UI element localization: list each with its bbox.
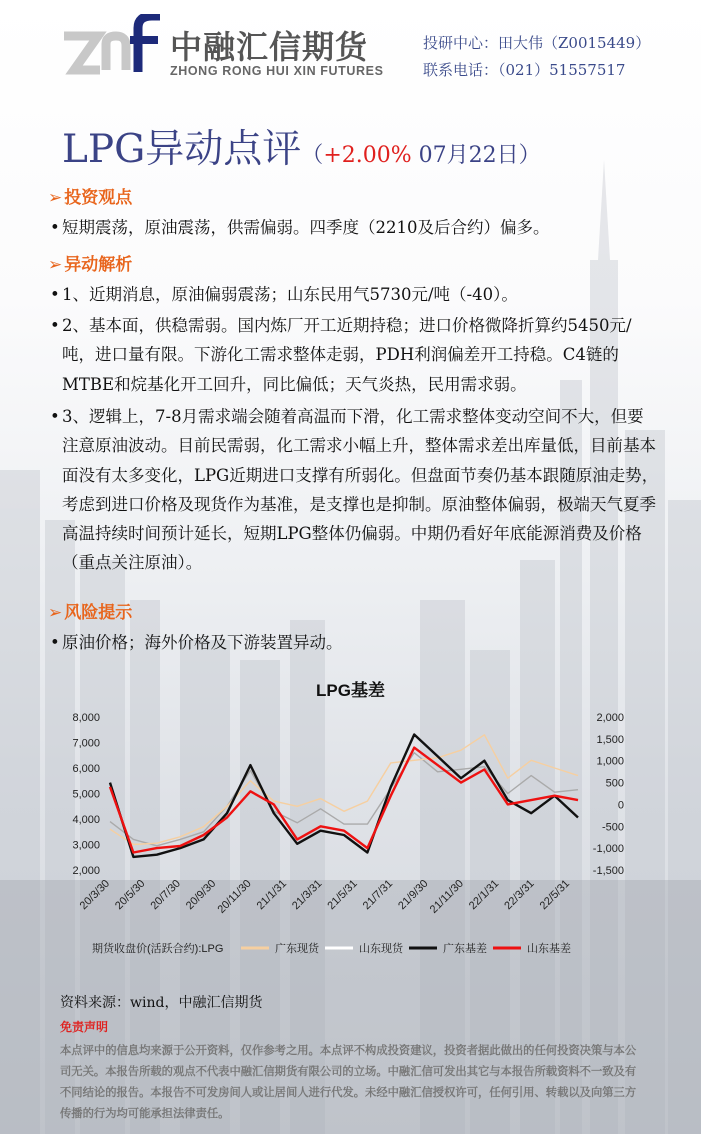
bullet-icon: • bbox=[50, 633, 60, 652]
y-right-tick-label: 500 bbox=[605, 777, 624, 790]
arrow-icon: ➢ bbox=[48, 603, 63, 623]
title-open: （ bbox=[301, 143, 324, 168]
x-tick-label: 20/9/30 bbox=[183, 877, 219, 913]
title-change: +2.00% bbox=[323, 143, 412, 168]
data-source: 资料来源：wind，中融汇信期货 bbox=[60, 995, 263, 1011]
x-tick-label: 22/5/31 bbox=[537, 877, 573, 913]
x-tick-label: 22/3/31 bbox=[502, 877, 537, 913]
legend-label: 广东基差 bbox=[443, 943, 487, 955]
disclaimer-text: 本点评中的信息均来源于公开资料，仅作参考之用。本点评不构成投资建议，投资者据此做出的任何投资决策与本公司无关。本报告所载的观点不代表中融汇信期货有限公司的立场。中融汇信可发出其它与本报告所载资料不一致及有不同结论的报告。本报告不可发房间人或让居间人进行代发。未经中融汇信授权许可，任何引用、转载以及向第三方传播的行为均可能承担法律责任。 bbox=[60, 1044, 637, 1120]
contact-research: 投研中心：田大伟（Z0015449） bbox=[423, 34, 651, 52]
legend-label: 山东基差 bbox=[527, 943, 571, 955]
x-tick-label: 21/5/31 bbox=[325, 877, 360, 913]
section-analysis-heading: ➢ 异动解析 bbox=[48, 255, 133, 275]
title-main: LPG异动点评 bbox=[62, 127, 302, 172]
y-left-tick-label: 2,000 bbox=[72, 865, 100, 877]
series-line bbox=[110, 735, 578, 857]
y-left-tick-label: 3,000 bbox=[72, 839, 100, 852]
x-tick-label: 21/3/31 bbox=[289, 877, 325, 913]
disclaimer-title: 免责声明 bbox=[60, 1020, 109, 1034]
company-name-cn: 中融汇信期货 bbox=[170, 28, 369, 66]
x-tick-label: 20/5/30 bbox=[113, 877, 148, 913]
x-tick-label: 20/7/30 bbox=[148, 877, 183, 913]
title-date: 07月22日） bbox=[411, 143, 541, 168]
report-title bbox=[62, 118, 541, 174]
x-tick-label: 21/7/31 bbox=[360, 877, 396, 913]
x-tick-label: 20/11/30 bbox=[215, 877, 254, 916]
chart-title: LPG基差 bbox=[316, 681, 385, 700]
analysis-paragraph-3: • 3、逻辑上，7-8月需求端会随着高温而下滑，化工需求整体变动空间不大，但要注意原油波动。目前民需弱，化工需求小幅上升，整体需求差出库量低，目前基本面没有太多变化，LPG近期进口支撑有所弱化。但盘面节奏仍基本跟随原油走势，考虑到进口价格及现货作为基准，是支撑也是抑制。原油整体偏弱，极端天气夏季高温持续时间预计延长，短期LPG整体仍偏弱。中期仍看好年底能源消费及价格（重点关注原油）。 bbox=[50, 402, 660, 578]
analysis-paragraph-2: • 2、基本面，供稳需弱。国内炼厂开工近期持稳；进口价格微降折算约5450元/吨，进口量有限。下游化工需求整体走弱，PDH利润偏差开工持稳。C4链的MTBE和烷基化开工回升，同比偏低；天气炎热，民用需求弱。 bbox=[50, 311, 660, 399]
x-tick-label: 21/11/30 bbox=[427, 877, 466, 916]
bullet-icon: • bbox=[50, 407, 60, 426]
contact-phone: 联系电话：（021）51557517 bbox=[423, 61, 626, 79]
y-right-tick-label: 0 bbox=[617, 799, 624, 812]
x-tick-label: 22/1/31 bbox=[466, 877, 502, 913]
y-right-tick-label: -500 bbox=[601, 821, 624, 834]
y-right-tick-label: -1,000 bbox=[592, 843, 624, 856]
bullet-icon: • bbox=[50, 285, 60, 304]
x-tick-label: 20/3/30 bbox=[77, 877, 113, 913]
y-right-tick-label: 2,000 bbox=[596, 712, 624, 724]
y-left-tick-label: 5,000 bbox=[72, 788, 100, 801]
view-paragraph: • 短期震荡，原油震荡，供需偏弱。四季度（2210及后合约）偏多。 bbox=[50, 213, 660, 242]
contact-info bbox=[423, 30, 650, 84]
legend-label: 期货收盘价(活跃合约):LPG bbox=[92, 943, 224, 955]
section-view-heading: ➢ 投资观点 bbox=[48, 188, 133, 208]
bullet-icon: • bbox=[50, 316, 60, 335]
x-tick-label: 21/9/30 bbox=[396, 877, 431, 913]
analysis-paragraph-1: • 1、近期消息，原油偏弱震荡；山东民用气5730元/吨（-40）。 bbox=[50, 280, 660, 309]
company-logo-icon bbox=[62, 14, 162, 84]
y-left-tick-label: 4,000 bbox=[72, 814, 100, 826]
legend-label: 山东现货 bbox=[359, 943, 403, 955]
arrow-icon: ➢ bbox=[48, 255, 63, 275]
y-right-tick-label: -1,500 bbox=[592, 865, 624, 877]
bullet-icon: • bbox=[50, 218, 60, 237]
lpg-basis-chart bbox=[0, 700, 701, 970]
y-left-tick-label: 7,000 bbox=[72, 737, 100, 750]
section-risk-heading: ➢ 风险提示 bbox=[48, 603, 133, 623]
y-left-tick-label: 8,000 bbox=[72, 712, 100, 724]
series-line bbox=[110, 735, 578, 845]
y-right-tick-label: 1,500 bbox=[596, 733, 624, 746]
risk-paragraph: • 原油价格；海外价格及下游装置异动。 bbox=[50, 628, 660, 657]
legend-label: 广东现货 bbox=[275, 943, 319, 955]
arrow-icon: ➢ bbox=[48, 188, 63, 208]
y-left-tick-label: 6,000 bbox=[72, 763, 100, 775]
x-tick-label: 21/1/31 bbox=[254, 877, 290, 913]
y-right-tick-label: 1,000 bbox=[596, 755, 624, 768]
company-name-en: ZHONG RONG HUI XIN FUTURES bbox=[170, 64, 384, 78]
